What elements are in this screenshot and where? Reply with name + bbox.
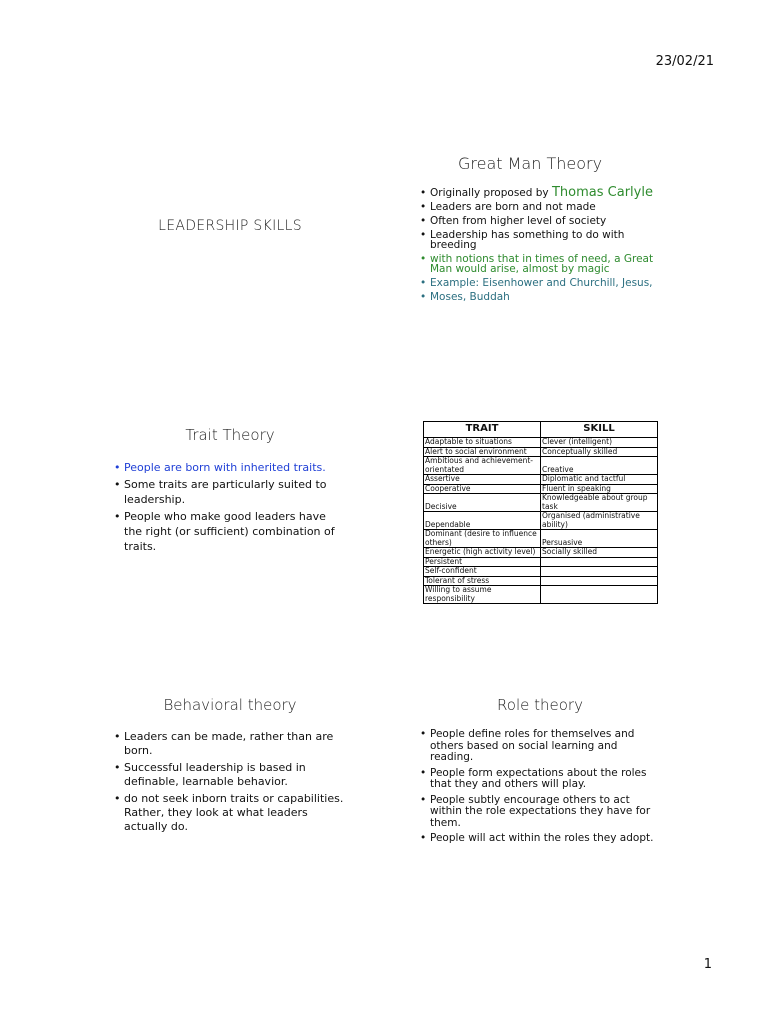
list-item: • with notions that in times of need, a Great Man would arise, almost by magic — [420, 254, 660, 274]
skill-cell: Knowledgeable about group task — [541, 494, 658, 512]
list-item: • People will act within the roles they adopt. — [420, 833, 660, 845]
table-header-row — [424, 422, 658, 438]
trait-cell: Adaptable to situations — [424, 438, 541, 448]
trait-cell: Persistent — [424, 557, 541, 567]
skill-cell: Organised (administrative ability) — [541, 512, 658, 530]
table-row — [424, 438, 658, 448]
skill-cell — [541, 576, 658, 586]
skill-cell: Socially skilled — [541, 548, 658, 558]
trait-cell: Alert to social environment — [424, 447, 541, 457]
skill-cell: Clever (intelligent) — [541, 438, 658, 448]
trait-cell: Dominant (desire to influence others) — [424, 530, 541, 548]
list-item: • People form expectations about the roles that they and others will play. — [420, 768, 660, 791]
table-row — [424, 457, 658, 475]
skill-cell: Persuasive — [541, 530, 658, 548]
trait-cell: Self-confident — [424, 567, 541, 577]
item-text: Originally proposed by — [430, 187, 552, 199]
header-skill: SKILL — [541, 422, 658, 438]
trait-cell: Tolerant of stress — [424, 576, 541, 586]
page-number: 1 — [703, 957, 712, 972]
list-item: • People are born with inherited traits. — [114, 460, 344, 475]
skill-cell: Fluent in speaking — [541, 484, 658, 494]
list-item: • People subtly encourage others to act within the role expectations they have for them. — [420, 795, 660, 830]
great-man-title: Great Man Theory — [457, 154, 603, 173]
list-item: • People define roles for themselves and others based on social learning and reading. — [420, 729, 660, 764]
role-theory-title: Role theory — [497, 696, 583, 714]
behavioral-theory-list — [114, 730, 344, 837]
list-item — [420, 185, 660, 200]
author-name: Thomas Carlyle — [551, 185, 653, 200]
page-date: 23/02/21 — [655, 54, 714, 69]
skill-cell — [541, 586, 658, 604]
skill-cell — [541, 567, 658, 577]
trait-cell: Cooperative — [424, 484, 541, 494]
behavioral-theory-title: Behavioral theory — [163, 696, 297, 714]
header-trait: TRAIT — [424, 422, 541, 438]
trait-cell: Ambitious and achievement-orientated — [424, 457, 541, 475]
trait-skill-table — [423, 421, 658, 604]
table-row — [424, 494, 658, 512]
table-row — [424, 512, 658, 530]
skill-cell — [541, 557, 658, 567]
leadership-title: LEADERSHIP SKILLS — [158, 218, 302, 234]
list-item: • Leaders are born and not made — [420, 202, 660, 212]
list-item: • Example: Eisenhower and Churchill, Jesus, — [420, 278, 660, 288]
trait-theory-list — [114, 460, 344, 556]
trait-theory-title: Trait Theory — [185, 426, 275, 444]
skill-cell: Diplomatic and tactful — [541, 475, 658, 485]
list-item: • Successful leadership is based in definable, learnable behavior. — [114, 761, 344, 789]
list-item: • Leadership has something to do with breeding — [420, 230, 660, 250]
list-item: • Moses, Buddah — [420, 292, 660, 302]
table-row — [424, 586, 658, 604]
list-item: • do not seek inborn traits or capabilities. Rather, they look at what leaders actually do. — [114, 792, 344, 834]
list-item: • People who make good leaders have the right (or sufficient) combination of traits. — [114, 509, 344, 554]
table-row — [424, 475, 658, 485]
table-row — [424, 567, 658, 577]
list-item: • Some traits are particularly suited to leadership. — [114, 477, 344, 507]
great-man-list — [420, 185, 660, 306]
skill-cell: Creative — [541, 457, 658, 475]
table-row — [424, 530, 658, 548]
skill-cell: Conceptually skilled — [541, 447, 658, 457]
trait-cell: Energetic (high activity level) — [424, 548, 541, 558]
list-item: • Often from higher level of society — [420, 216, 660, 226]
trait-cell: Willing to assume responsibility — [424, 586, 541, 604]
table-row — [424, 548, 658, 558]
list-item: • Leaders can be made, rather than are born. — [114, 730, 344, 758]
trait-cell: Decisive — [424, 494, 541, 512]
role-theory-list — [420, 729, 660, 849]
trait-cell: Assertive — [424, 475, 541, 485]
trait-cell: Dependable — [424, 512, 541, 530]
